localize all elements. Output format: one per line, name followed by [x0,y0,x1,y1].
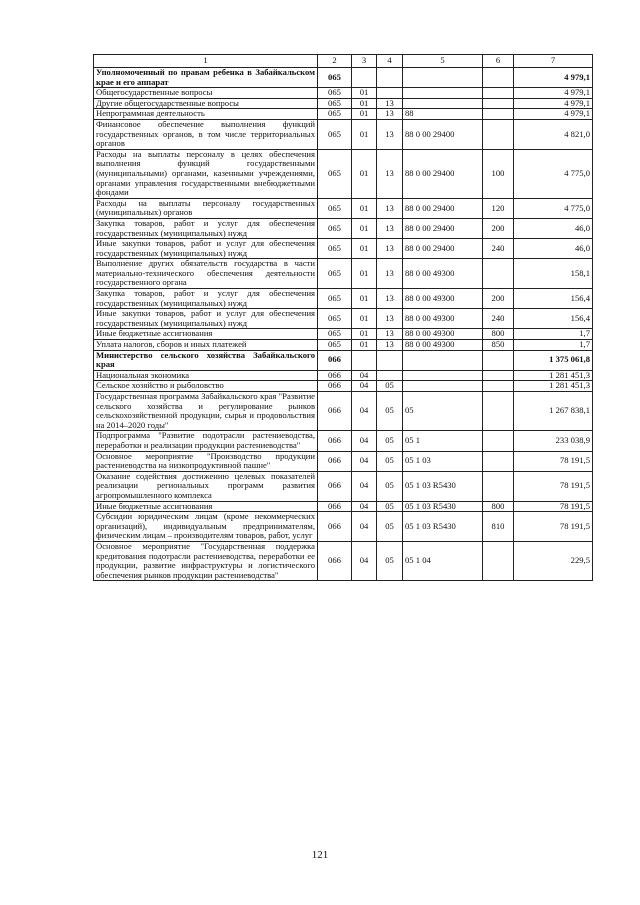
amount: 46,0 [514,239,593,259]
ministry-code: 065 [318,68,352,88]
expense-type-code [483,109,514,120]
target-article-code: 88 0 00 29400 [403,198,483,218]
row-label: Иные бюджетные ассигнования [94,329,318,340]
section-code: 01 [352,329,377,340]
amount: 78 191,5 [514,512,593,542]
table-row [94,340,593,351]
expense-type-code [483,350,514,370]
expense-type-code [483,88,514,99]
ministry-code: 065 [318,259,352,289]
subsection-code: 13 [377,109,403,120]
target-article-code [403,98,483,109]
target-article-code: 88 [403,109,483,120]
target-article-code: 05 1 [403,431,483,451]
ministry-code: 066 [318,370,352,381]
subsection-code: 05 [377,392,403,431]
amount: 4 979,1 [514,109,593,120]
row-label: Закупка товаров, работ и услуг для обеспечения государственных (муниципальных) нужд [94,289,318,309]
row-label: Министерство сельского хозяйства Забайкальского края [94,350,318,370]
row-label: Закупка товаров, работ и услуг для обеспечения государственных (муниципальных) нужд [94,218,318,238]
ministry-code: 065 [318,289,352,309]
column-header: 6 [483,55,514,68]
target-article-code: 88 0 00 29400 [403,149,483,198]
table-row [94,541,593,580]
target-article-code [403,381,483,392]
row-label: Расходы на выплаты персоналу в целях обеспечения выполнения функций государственными (муниципальными) органами, казенными учреждениями, органами управления государственными внебюджетными фондами [94,149,318,198]
target-article-code [403,88,483,99]
expense-type-code: 810 [483,512,514,542]
table-row [94,259,593,289]
target-article-code: 88 0 00 49300 [403,289,483,309]
expense-type-code [483,119,514,149]
ministry-code: 066 [318,541,352,580]
target-article-code: 88 0 00 49300 [403,329,483,340]
target-article-code: 88 0 00 29400 [403,239,483,259]
amount: 4 775,0 [514,198,593,218]
target-article-code [403,350,483,370]
subsection-code: 13 [377,329,403,340]
column-header: 3 [352,55,377,68]
row-label: Оказание содействия достижению целевых показателей реализации региональных программ развития агропромышленного комплекса [94,471,318,501]
target-article-code: 05 1 03 R5430 [403,501,483,512]
amount: 1,7 [514,329,593,340]
section-code: 04 [352,512,377,542]
row-label: Иные закупки товаров, работ и услуг для обеспечения государственных (муниципальных) нужд [94,239,318,259]
target-article-code [403,370,483,381]
ministry-code: 065 [318,218,352,238]
table-row [94,309,593,329]
column-header: 5 [403,55,483,68]
table-row [94,149,593,198]
section-code: 01 [352,149,377,198]
ministry-code: 065 [318,88,352,99]
amount: 156,4 [514,309,593,329]
target-article-code: 05 1 03 R5430 [403,471,483,501]
ministry-code: 065 [318,98,352,109]
table-row [94,501,593,512]
expense-type-code [483,431,514,451]
row-label: Основное мероприятие "Государственная поддержка кредитования подотрасли растениеводства, переработки ее продукции, развитие инфраструктуры и логистического обеспечения рынков продукции растениеводства" [94,541,318,580]
row-label: Государственная программа Забайкальского края "Развитие сельского хозяйства и регулирование рынков сельскохозяйственной продукции, сырья и продовольствия на 2014–2020 годы" [94,392,318,431]
row-label: Национальная экономика [94,370,318,381]
amount: 1 267 838,1 [514,392,593,431]
expense-type-code: 200 [483,218,514,238]
budget-table-body [94,55,593,581]
subsection-code: 13 [377,289,403,309]
page-number: 121 [311,849,329,861]
row-label: Другие общегосударственные вопросы [94,98,318,109]
subsection-code: 13 [377,98,403,109]
section-code: 01 [352,109,377,120]
section-code: 01 [352,119,377,149]
row-label: Иные бюджетные ассигнования [94,501,318,512]
section-code: 01 [352,340,377,351]
section-code: 04 [352,370,377,381]
table-row [94,239,593,259]
expense-type-code [483,471,514,501]
section-code: 01 [352,98,377,109]
expense-type-code: 240 [483,309,514,329]
table-row [94,68,593,88]
target-article-code: 05 1 04 [403,541,483,580]
row-label: Общегосударственные вопросы [94,88,318,99]
subsection-code: 05 [377,431,403,451]
table-row [94,109,593,120]
column-header: 1 [94,55,318,68]
row-label: Выполнение других обязательств государства в части материально-технического обеспечения деятельности государственного органа [94,259,318,289]
subsection-code: 13 [377,198,403,218]
subsection-code: 13 [377,119,403,149]
ministry-code: 066 [318,431,352,451]
amount: 78 191,5 [514,471,593,501]
section-code: 01 [352,309,377,329]
target-article-code: 88 0 00 49300 [403,340,483,351]
subsection-code: 05 [377,381,403,392]
subsection-code: 05 [377,451,403,471]
amount: 78 191,5 [514,501,593,512]
table-row [94,381,593,392]
subsection-code: 05 [377,501,403,512]
amount: 229,5 [514,541,593,580]
expense-type-code: 200 [483,289,514,309]
section-code: 01 [352,88,377,99]
subsection-code: 13 [377,239,403,259]
table-row [94,198,593,218]
expense-type-code [483,392,514,431]
table-row [94,370,593,381]
ministry-code: 066 [318,501,352,512]
expense-type-code [483,370,514,381]
subsection-code: 13 [377,340,403,351]
expense-type-code: 120 [483,198,514,218]
amount: 1,7 [514,340,593,351]
row-label: Непрограммная деятельность [94,109,318,120]
expense-type-code: 850 [483,340,514,351]
expense-type-code [483,451,514,471]
target-article-code: 05 1 03 [403,451,483,471]
subsection-code: 13 [377,149,403,198]
amount: 156,4 [514,289,593,309]
ministry-code: 066 [318,392,352,431]
section-code: 04 [352,471,377,501]
row-label: Уполномоченный по правам ребенка в Забайкальском крае и его аппарат [94,68,318,88]
amount: 1 375 061,8 [514,350,593,370]
ministry-code: 065 [318,109,352,120]
target-article-code: 88 0 00 29400 [403,218,483,238]
subsection-code: 13 [377,259,403,289]
expense-type-code [483,259,514,289]
subsection-code [377,68,403,88]
row-label: Финансовое обеспечение выполнения функций государственных органов, в том числе территориальных органов [94,119,318,149]
section-code: 01 [352,198,377,218]
ministry-code: 065 [318,119,352,149]
amount: 233 038,9 [514,431,593,451]
expense-type-code [483,381,514,392]
subsection-code [377,88,403,99]
table-row [94,218,593,238]
subsection-code: 13 [377,218,403,238]
ministry-code: 065 [318,340,352,351]
row-label: Подпрограмма "Развитие подотрасли растениеводства, переработки и реализации продукции растениеводства" [94,431,318,451]
ministry-code: 065 [318,329,352,340]
amount: 46,0 [514,218,593,238]
subsection-code [377,350,403,370]
table-row [94,329,593,340]
target-article-code: 88 0 00 29400 [403,119,483,149]
table-row [94,431,593,451]
ministry-code: 065 [318,149,352,198]
subsection-code: 13 [377,309,403,329]
ministry-code: 065 [318,309,352,329]
subsection-code: 05 [377,541,403,580]
subsection-code: 05 [377,471,403,501]
amount: 4 821,0 [514,119,593,149]
section-code: 04 [352,381,377,392]
section-code [352,350,377,370]
column-header: 4 [377,55,403,68]
ministry-code: 065 [318,239,352,259]
table-row [94,289,593,309]
section-code: 01 [352,239,377,259]
column-header: 2 [318,55,352,68]
target-article-code: 05 1 03 R5430 [403,512,483,542]
column-header: 7 [514,55,593,68]
row-label: Уплата налогов, сборов и иных платежей [94,340,318,351]
row-label: Иные закупки товаров, работ и услуг для обеспечения государственных (муниципальных) нужд [94,309,318,329]
amount: 4 979,1 [514,68,593,88]
expense-type-code [483,68,514,88]
table-row [94,471,593,501]
amount: 78 191,5 [514,451,593,471]
table-row [94,451,593,471]
section-code: 01 [352,218,377,238]
amount: 4 979,1 [514,98,593,109]
subsection-code: 05 [377,512,403,542]
target-article-code [403,68,483,88]
amount: 4 775,0 [514,149,593,198]
amount: 1 281 451,3 [514,381,593,392]
target-article-code: 88 0 00 49300 [403,259,483,289]
section-code [352,68,377,88]
budget-table [93,54,593,581]
section-code: 01 [352,259,377,289]
section-code: 04 [352,451,377,471]
section-code: 04 [352,392,377,431]
ministry-code: 066 [318,471,352,501]
table-row [94,88,593,99]
section-code: 01 [352,289,377,309]
table-row [94,350,593,370]
target-article-code: 88 0 00 49300 [403,309,483,329]
row-label: Основное мероприятие "Производство продукции растениеводства на низкопродуктивной пашне" [94,451,318,471]
row-label: Субсидии юридическим лицам (кроме некоммерческих организаций), индивидуальным предпринимателям, физическим лицам – производителям товаров, работ, услуг [94,512,318,542]
expense-type-code [483,541,514,580]
expense-type-code: 100 [483,149,514,198]
ministry-code: 066 [318,350,352,370]
row-label: Расходы на выплаты персоналу государственных (муниципальных) органов [94,198,318,218]
table-row [94,392,593,431]
ministry-code: 065 [318,198,352,218]
amount: 158,1 [514,259,593,289]
section-code: 04 [352,541,377,580]
table-row [94,119,593,149]
ministry-code: 066 [318,512,352,542]
expense-type-code: 240 [483,239,514,259]
table-header-row [94,55,593,68]
section-code: 04 [352,501,377,512]
expense-type-code [483,98,514,109]
table-row [94,512,593,542]
section-code: 04 [352,431,377,451]
amount: 1 281 451,3 [514,370,593,381]
subsection-code [377,370,403,381]
target-article-code: 05 [403,392,483,431]
ministry-code: 066 [318,451,352,471]
expense-type-code: 800 [483,501,514,512]
expense-type-code: 800 [483,329,514,340]
table-row [94,98,593,109]
amount: 4 979,1 [514,88,593,99]
row-label: Сельское хозяйство и рыболовство [94,381,318,392]
ministry-code: 066 [318,381,352,392]
